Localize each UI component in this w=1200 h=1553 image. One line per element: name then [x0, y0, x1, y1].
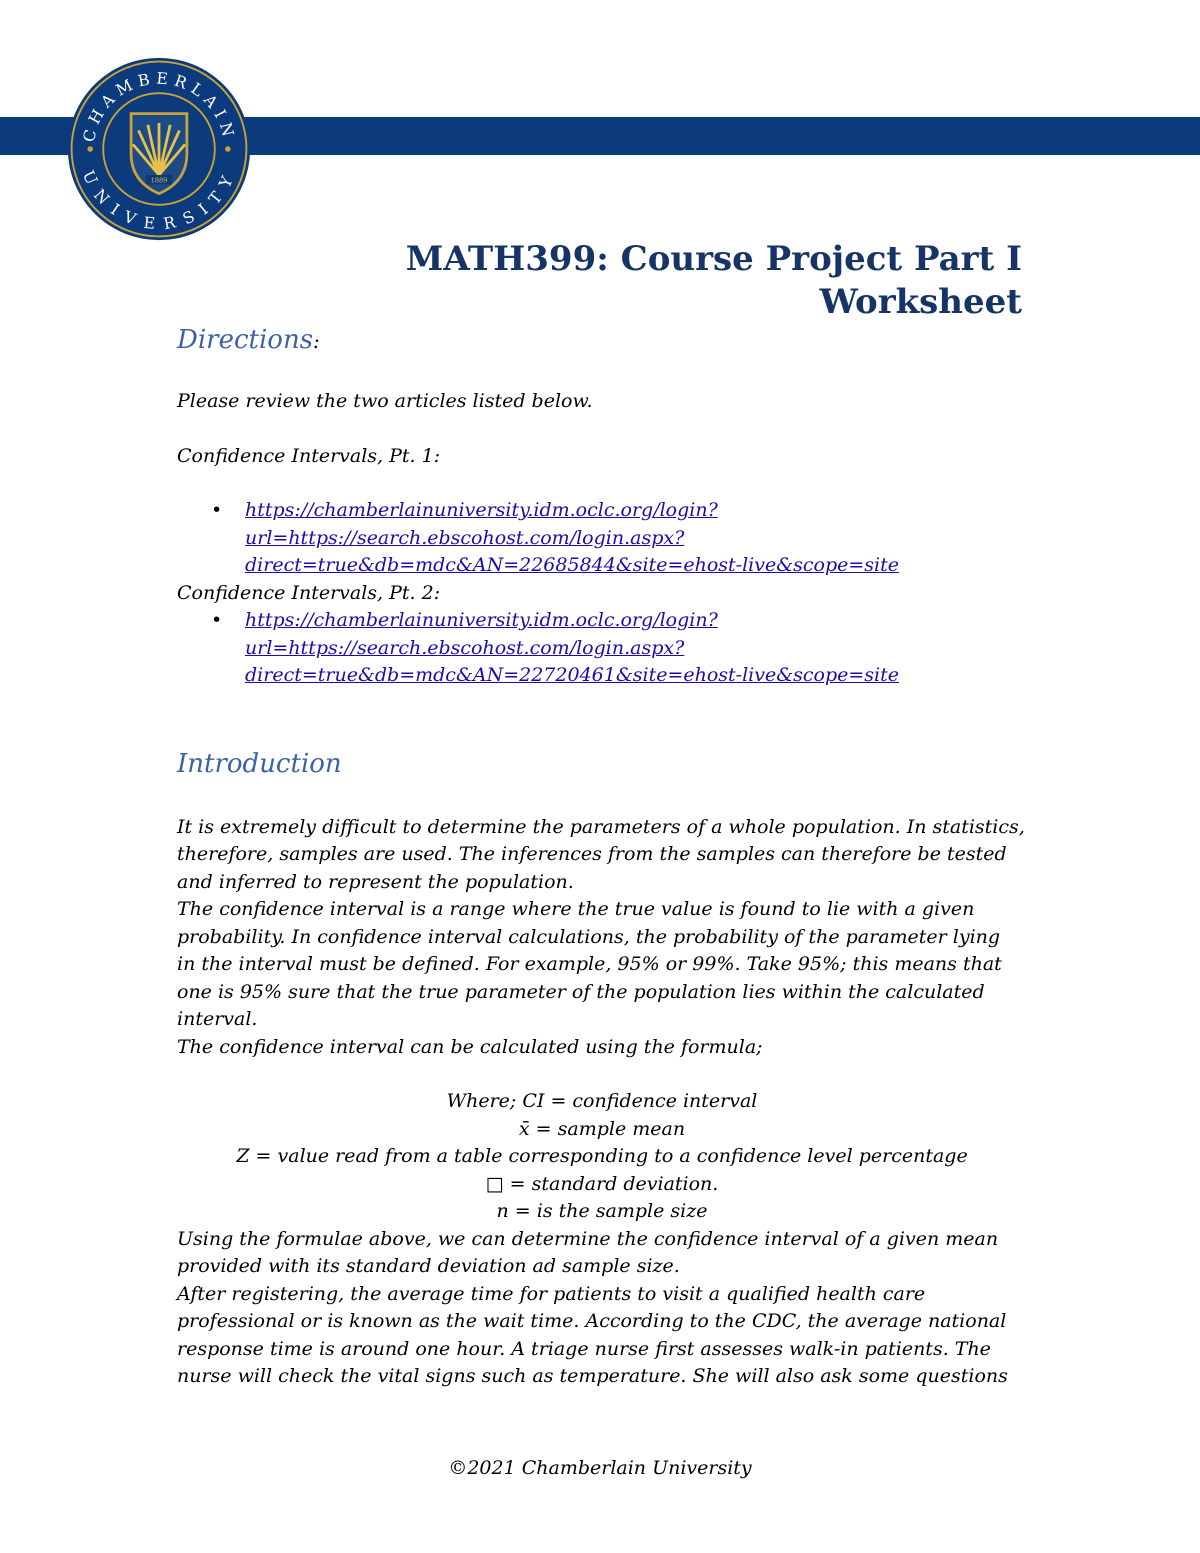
ci2-label: Confidence Intervals, Pt. 2:	[177, 581, 441, 604]
logo-bottom-text: UNIVERSITY	[78, 167, 240, 234]
ci1-link-list	[177, 497, 1027, 580]
list-item	[177, 497, 1027, 580]
article-link-2[interactable]: https://chamberlainuniversity.idm.oclc.org/login? url=https://search.ebscohost.com/login.aspx? direct=true&db=mdc&AN=22720461&site=ehost-live&scope=site	[245, 609, 899, 686]
logo-top-text: CHAMBERLAIN	[78, 68, 240, 144]
formula-definitions: Where; CI = confidence interval x̄ = sample mean Z = value read from a table corresponding to a confidence level percentage □ = standard deviation. n = is the sample size	[236, 1090, 968, 1222]
list-item	[177, 607, 1027, 690]
ci1-label: Confidence Intervals, Pt. 1:	[177, 444, 441, 467]
article-link-1[interactable]: https://chamberlainuniversity.idm.oclc.org/login? url=https://search.ebscohost.com/login.aspx? direct=true&db=mdc&AN=22685844&site=ehost-live&scope=site	[245, 499, 899, 576]
intro-paragraph-4: Using the formulae above, we can determine the confidence interval of a given mean provided with its standard deviation ad sample size.	[177, 1227, 999, 1277]
logo-year: 1889	[150, 176, 168, 185]
bullet-icon: •	[211, 609, 223, 631]
university-seal-logo	[66, 56, 252, 242]
title-line-2: Worksheet	[819, 282, 1022, 322]
intro-paragraph-2: The confidence interval is a range where the true value is found to lie with a given probability. In confidence interval calculations, the probability of the parameter lying in the interval must be defined. For example, 95% or 99%. Take 95%; this means that one is 95% sure that the true parameter of the population lies within the calculated interval.	[177, 898, 1002, 1030]
page-title	[262, 238, 1022, 324]
directions-heading: Directions:	[177, 325, 320, 355]
intro-paragraph-5: After registering, the average time for patients to visit a qualified health care professional or is known as the wait time. According to the CDC, the average national response time is around one hour. A triage nurse first assesses walk-in patients. The nurse will check the vital signs such as temperature. She will also ask some questions	[177, 1282, 1008, 1387]
intro-paragraph-3: The confidence interval can be calculated using the formula;	[177, 1035, 763, 1058]
bullet-icon: •	[211, 499, 223, 521]
document-body	[177, 320, 1027, 1391]
intro-paragraph-1: It is extremely difficult to determine the parameters of a whole population. In statistics, therefore, samples are used. The inferences from the samples can therefore be tested and inferred to represent the population.	[177, 815, 1025, 893]
page-footer: ©2021 Chamberlain University	[448, 1457, 752, 1479]
directions-intro: Please review the two articles listed below.	[177, 390, 593, 412]
title-line-1: MATH399: Course Project Part I	[405, 239, 1022, 279]
ci2-link-list	[177, 607, 1027, 690]
introduction-heading: Introduction	[177, 748, 342, 779]
